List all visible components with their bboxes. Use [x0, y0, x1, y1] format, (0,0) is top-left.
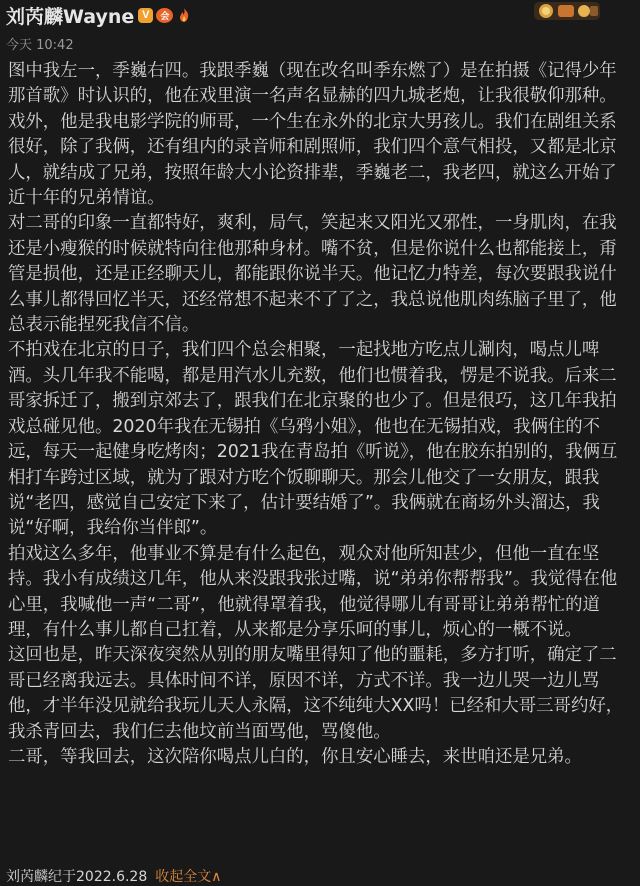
vip-badge-icon: 会 — [156, 8, 173, 23]
post-paragraph: 二哥，等我回去，这次陪你喝点儿白的，你且安心睡去，来世咱还是兄弟。 — [8, 746, 582, 767]
post-body — [8, 59, 630, 770]
post-paragraph: 图中我左一，季巍右四。我跟季巍（现在改名叫季东燃了）是在拍摄《记得少年那首歌》时认识的，他在戏里演一名声名显赫的四九城老炮，让我很敬仰那种。戏外，他是我电影学院的师哥，一个生在永外的北京大男孩儿。我们在剧组关系很好，除了我俩，还有组内的录音师和剧照师，我们四个意气相投，又都是北京人，就结成了兄弟，按照年龄大小论资排辈，季巍老二，我老四，就这么开始了近十年的兄弟情谊。 — [8, 61, 617, 209]
post-paragraph: 对二哥的印象一直都特好，爽利，局气，笑起来又阳光又邪性，一身肌肉，在我还是小瘦猴的时候就特向往他那种身材。嘴不贫，但是你说什么也都能接上，甭管是损他，还是正经聊天儿，都能跟你说半天。他记忆力特差，每次要跟我说什么事儿都得回忆半天，还经常想不起来不了了之，我总说他肌肉练脑子里了，他总表示能捏死我信不信。 — [8, 213, 617, 336]
chevron-up-icon: ∧ — [211, 869, 222, 885]
fan-level-icon — [176, 7, 192, 23]
decoration-card-icon — [532, 0, 602, 22]
post-paragraph: 这回也是，昨天深夜突然从别的朋友嘴里得知了他的噩耗，多方打听，确定了二哥已经离我远去。具体时间不详，原因不详，方式不详。我一边儿哭一边儿骂他，才半年没见就给我玩儿天人永隔，这不纯纯大XX吗！已经和大哥三哥约好，我杀青回去，我们仨去他坟前当面骂他，骂傻他。 — [8, 645, 624, 742]
username[interactable]: 刘芮麟Wayne — [6, 5, 135, 28]
signature: 刘芮麟纪于2022.6.28 — [6, 869, 148, 885]
verified-badge-icon: V — [138, 8, 153, 23]
collapse-label: 收起全文 — [155, 869, 212, 885]
post-footer — [6, 866, 222, 886]
post-paragraph: 不拍戏在北京的日子，我们四个总会相聚，一起找地方吃点儿涮肉，喝点儿啤酒。头几年我不能喝，都是用汽水儿充数，他们也惯着我，愣是不说我。后来二哥家拆迁了，搬到京郊去了，跟我们在北京聚的也少了。但是很巧，这几年我拍戏总碰见他。2020年我在无锡拍《乌鸦小姐》，他也在无锡拍戏，我俩住的不远，每天一起健身吃烤肉；2021我在青岛拍《听说》，他在胶东拍别的，我俩互相打车跨过区域，就为了跟对方吃个饭聊聊天。那会儿他交了一女朋友，跟我说“老四，感觉自己安定下来了，估计要结婚了”。我俩就在商场外头溜达，我说“好啊，我给你当伴郎”。 — [8, 340, 618, 539]
collapse-text-button[interactable] — [155, 866, 221, 886]
post-paragraph: 拍戏这么多年，他事业不算是有什么起色，观众对他所知甚少，但他一直在坚持。我小有成绩这几年，他从来没跟我张过嘴，说“弟弟你帮帮我”。我觉得在他心里，我喊他一声“二哥”，他就得罩着我，他觉得哪儿有哥哥让弟弟帮忙的道理，有什么事儿都自己扛着，从来都是分享乐呵的事儿，烦心的一概不说。 — [8, 543, 618, 640]
user-badges — [138, 7, 192, 23]
post-timestamp: 今天 10:42 — [6, 38, 74, 53]
